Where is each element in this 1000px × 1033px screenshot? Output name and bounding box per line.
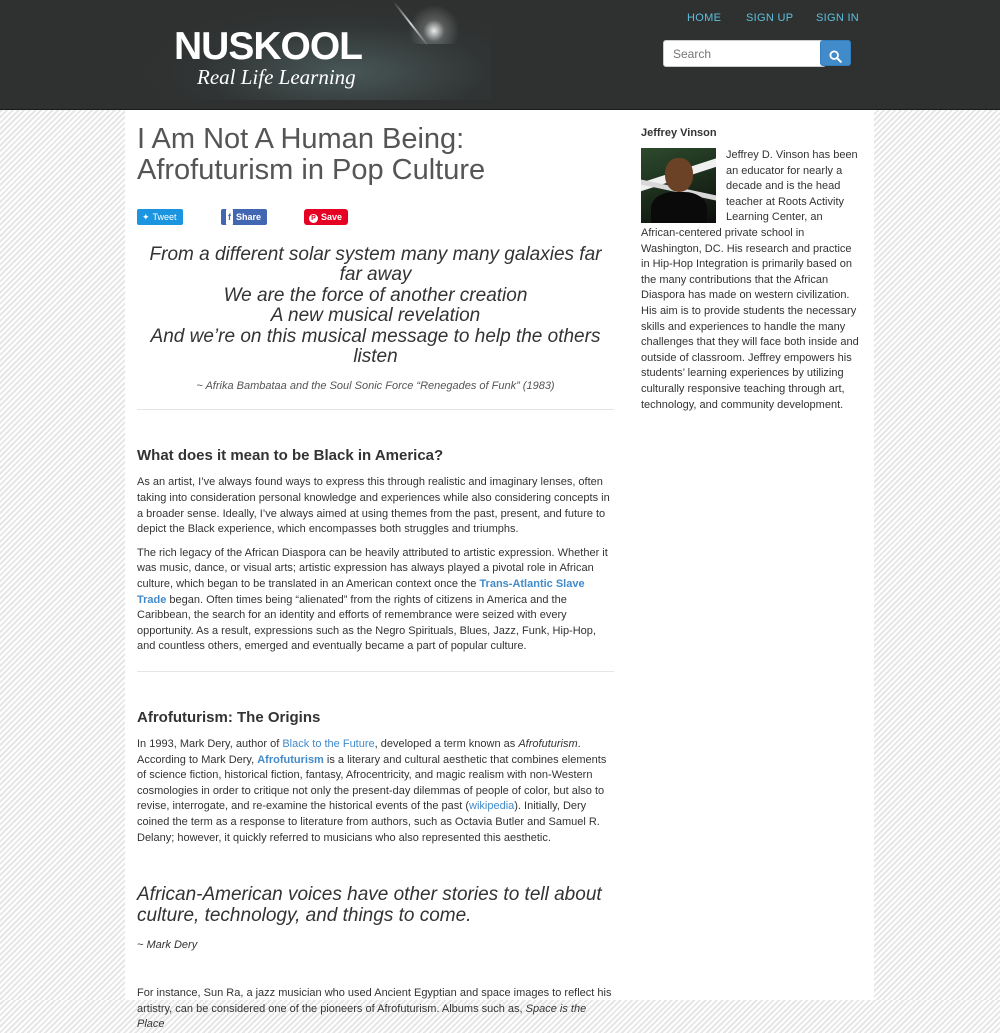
nav-signin-link[interactable]: SIGN IN [816, 12, 860, 24]
search-input[interactable] [663, 40, 826, 67]
title-line-1: I Am Not A Human Being: [137, 123, 465, 155]
author-avatar [641, 148, 716, 223]
author-name: Jeffrey Vinson [641, 127, 717, 139]
pinterest-icon: P [309, 214, 318, 223]
title-line-2: Afrofuturism in Pop Culture [137, 154, 486, 186]
top-nav [0, 12, 1000, 26]
wikipedia-link[interactable]: wikipedia [469, 800, 515, 813]
trans-atlantic-link[interactable]: Trans-Atlantic Slave Trade [137, 578, 585, 606]
epigraph-line: A new musical revelation [270, 305, 481, 327]
epigraph-quote [137, 245, 614, 393]
search-button[interactable] [820, 40, 851, 66]
magnifier-icon [829, 50, 842, 63]
divider [137, 671, 614, 672]
divider [137, 409, 614, 410]
section-heading-origins: Afrofuturism: The Origins [137, 708, 321, 726]
black-to-the-future-link[interactable]: Black to the Future [282, 737, 375, 750]
nav-home-link[interactable]: HOME [687, 12, 722, 24]
epigraph-citation: ~ Afrika Bambataa and the Soul Sonic Force “Renegades of Funk” (1983) [196, 380, 555, 393]
share-label: Share [236, 212, 262, 222]
facebook-icon: f [226, 209, 233, 225]
nav-signup-link[interactable]: SIGN UP [746, 12, 794, 24]
epigraph-line: From a different solar system many many galaxies far far away [149, 244, 602, 286]
author-bio-text: Jeffrey D. Vinson has been an educator for nearly a decade and is the head teacher at Roots Activity Learning Center, an African-centered private school in Washington, DC. His research and practice in Hip-Hop Integration is primarily based on the many contributions that the African Diaspora has made on western civilization. His aim is to provide students the necessary skills and experiences to handle the many challenges that they will face both inside and outside of classroom. Jeffrey empowers his students’ learning experiences by utilizing culturally responsive teaching through art, technology, and community development. [641, 149, 859, 411]
tweet-label: Tweet [152, 212, 177, 222]
pull-quote-citation: ~ Mark Dery [137, 938, 198, 951]
paragraph: The rich legacy of the African Diaspora can be heavily attributed to artistic expression. Whether it was music, dance, or visual arts; artistic expression has always played a pivotal role in African culture, which began to be translated in an American context once the Trans-Atlantic Slave Trade began. Often times being “alienated” from the rights of citizens in America and the Caribbean, the search for an identity and efforts of remembrance were seized with every opportunity. As a result, expressions such as the Negro Spirituals, Blues, Jazz, Funk, Hip-Hop, and countless others, emerged and eventually became a part of popular culture. [137, 546, 608, 653]
section-heading-black-in-america: What does it mean to be Black in America? [137, 447, 444, 465]
save-label: Save [321, 212, 343, 222]
facebook-share-button[interactable] [221, 209, 267, 225]
epigraph-line: We are the force of another creation [223, 284, 528, 306]
afrofuturism-link[interactable]: Afrofuturism [257, 753, 324, 766]
author-sidebar [641, 126, 861, 413]
twitter-bird-icon: ✦ [142, 212, 150, 222]
logo-wordmark: NUSKOOL [174, 25, 362, 68]
author-bio [641, 148, 861, 413]
paragraph: For instance, Sun Ra, a jazz musician who used Ancient Egyptian and space images to reflect his artistry, can be considered one of the pioneers of Afrofuturism. Albums such as, Space is the Place [137, 986, 612, 1031]
epigraph-line: And we’re on this musical message to help the others listen [150, 325, 601, 368]
paragraph: In 1993, Mark Dery, author of Black to the Future, developed a term known as Afrofuturism. According to Mark Dery, Afrofuturism is a literary and cultural aesthetic that combines elements of science fiction, historical fiction, fantasy, Afrocentricity, and magic realism with non-Western cosmologies in order to critique not only the present-day dilemmas of people of color, but also to revise, interrogate, and re-examine the historical events of the past (wikipedia). Initially, Dery coined the term as a response to literature from authors, such as Octavia Butler and Samuel R. Delany; however, it quickly referred to musicians who also represented this aesthetic. [137, 737, 607, 844]
pinterest-save-button[interactable] [304, 209, 348, 225]
site-header [0, 0, 1000, 110]
pull-quote-text: African-American voices have other stories to tell about culture, technology, and things to come. [137, 884, 602, 926]
logo-tagline: Real Life Learning [197, 65, 356, 89]
pull-quote [137, 885, 614, 952]
page-title [137, 124, 614, 186]
article [137, 110, 614, 1033]
afrofuturism-term: Afrofuturism [518, 737, 578, 750]
share-bar [137, 209, 614, 227]
tweet-button[interactable] [137, 209, 183, 225]
paragraph: As an artist, I’ve always found ways to express this through realistic and imaginary lenses, often taking into consideration personal knowledge and experiences while also considering concepts in a broader sense. Ideally, I’ve always aimed at using themes from the past, present, and future to depict the Black experience, which encompasses both struggles and triumphs. [137, 476, 610, 536]
